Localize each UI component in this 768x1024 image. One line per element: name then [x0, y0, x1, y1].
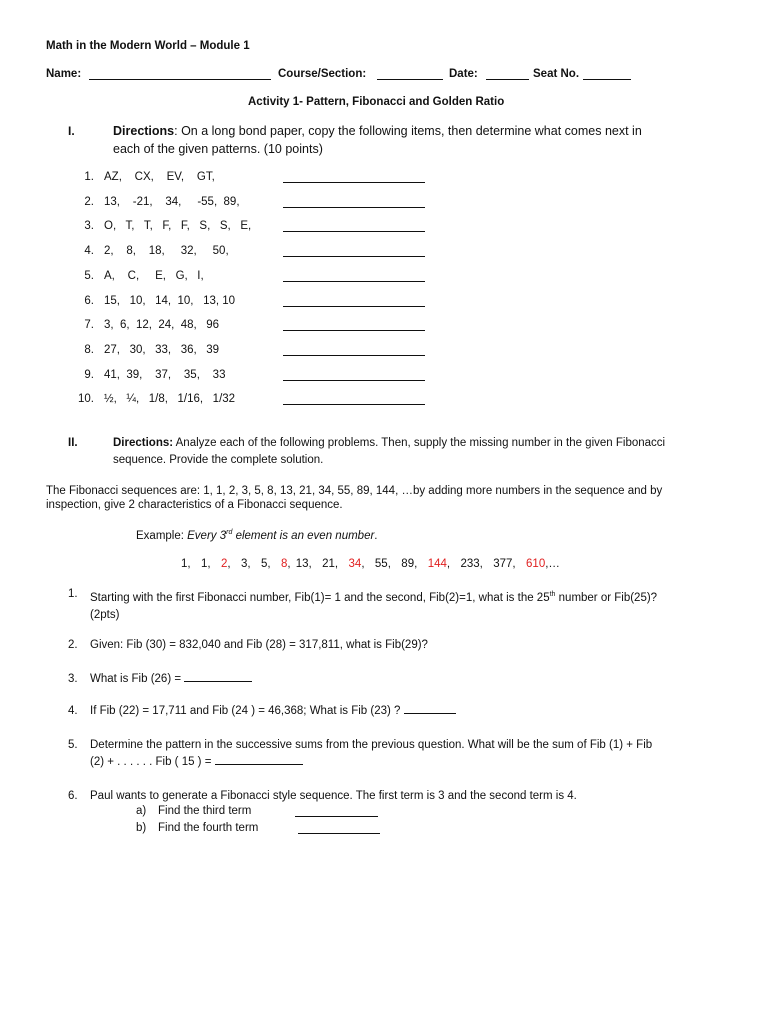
question-6b-text: Find the fourth term	[158, 822, 259, 834]
part-two-directions	[113, 437, 665, 449]
pattern-item-sequence: O, T, T, F, F, S, S, E,	[104, 220, 252, 233]
sequence-even-term: 8	[280, 558, 288, 570]
pattern-item-sequence: 13, -21, 34, -55, 89,	[104, 195, 240, 208]
question-4	[68, 703, 768, 720]
pattern-item-answer-blank	[283, 369, 425, 381]
sequence-term: 377,	[493, 558, 516, 570]
part-one-numeral: I.	[68, 124, 75, 138]
sequence-term: ,…	[545, 558, 560, 570]
part-two-numeral: II.	[68, 437, 78, 449]
sequence-term: 5,	[260, 558, 271, 570]
question-5-answer-blank	[215, 754, 303, 765]
example-text-pre: Every 3	[187, 529, 227, 542]
pattern-item-sequence: 41, 39, 37, 35, 33	[104, 368, 226, 381]
question-1-line2: (2pts)	[90, 608, 120, 621]
name-blank	[89, 69, 271, 80]
pattern-item-answer-blank	[283, 220, 425, 232]
example-text-post: element is an even number	[232, 529, 375, 542]
pattern-item-answer-blank	[283, 270, 425, 282]
seat-blank	[583, 69, 631, 80]
pattern-item-sequence: 15, 10, 14, 10, 13, 10	[104, 294, 236, 307]
part-one-directions-line2: each of the given patterns. (10 points)	[113, 142, 323, 156]
question-1-text	[90, 586, 657, 624]
sequence-term: 55,	[374, 558, 391, 570]
example-statement	[136, 529, 378, 542]
course-section-blank	[377, 69, 443, 80]
question-6-number: 6.	[68, 790, 78, 802]
question-1-superscript: th	[549, 591, 556, 598]
question-3-text: What is Fib (26) =	[90, 673, 185, 685]
sequence-term: 1,	[181, 558, 191, 570]
pattern-item-answer-blank	[283, 344, 425, 356]
question-6a-label: a)	[136, 805, 147, 817]
part-one-directions-label: Directions	[113, 124, 175, 138]
question-4-number: 4.	[68, 705, 78, 717]
sequence-term: 3,	[240, 558, 251, 570]
question-5	[68, 737, 768, 771]
pattern-item-sequence: A, C, E, G, I,	[104, 269, 204, 282]
question-5-line1: Determine the pattern in the successive sums from the previous question. What will be the sum of Fib (1) + Fib	[90, 739, 653, 751]
question-3-answer-blank	[184, 671, 252, 682]
sequence-term: 1,	[200, 558, 211, 570]
pattern-item-sequence: 27, 30, 33, 36, 39	[104, 343, 220, 356]
pattern-item-answer-blank	[283, 171, 425, 183]
question-5-number: 5.	[68, 739, 78, 751]
part-two-directions-label: Directions:	[113, 437, 174, 449]
sequence-term: ,	[446, 558, 451, 570]
pattern-item-number: 3.	[84, 220, 94, 233]
sequence-term: ,	[227, 558, 231, 570]
question-1	[68, 586, 768, 620]
question-2-number: 2.	[68, 639, 78, 651]
pattern-item-number: 6.	[84, 294, 94, 307]
pattern-item-sequence: ½, ¼, 1/8, 1/16, 1/32	[104, 393, 236, 406]
question-1-number: 1.	[68, 588, 78, 600]
seat-label: Seat No.	[533, 68, 580, 80]
question-5-line2: (2) + . . . . . . Fib ( 15 ) =	[90, 756, 215, 768]
question-3	[68, 671, 768, 688]
part-one-directions-line1: : On a long bond paper, copy the following items, then determine what comes next in	[174, 124, 642, 138]
question-6-text: Paul wants to generate a Fibonacci style sequence. The first term is 3 and the second term is 4.	[90, 790, 577, 802]
question-2	[68, 637, 768, 654]
activity-title: Activity 1- Pattern, Fibonacci and Golden Ratio	[248, 96, 505, 108]
date-label: Date:	[449, 68, 478, 80]
sequence-term: 233,	[460, 558, 483, 570]
question-1-line1-pre: Starting with the first Fibonacci number, Fib(1)= 1 and the second, Fib(2)=1, what is the 25	[90, 591, 550, 604]
example-period: .	[374, 529, 378, 542]
sequence-term: 21,	[322, 558, 339, 570]
question-1-line1-post: number or Fib(25)?	[555, 591, 658, 604]
pattern-item-sequence: AZ, CX, EV, GT,	[104, 171, 215, 183]
pattern-item-answer-blank	[283, 245, 425, 257]
sequence-term: , 13,	[287, 558, 312, 570]
pattern-item-number: 8.	[84, 343, 94, 356]
fibonacci-sequence	[181, 558, 560, 570]
course-section-label: Course/Section:	[278, 68, 367, 80]
pattern-item-number: 5.	[84, 269, 94, 282]
sequence-even-term: 34	[348, 558, 362, 570]
question-6a-answer-blank	[295, 806, 378, 817]
question-3-number: 3.	[68, 673, 78, 685]
pattern-item-number: 9.	[84, 368, 94, 381]
sequence-even-term: 2	[220, 558, 228, 570]
pattern-item-sequence: 3, 6, 12, 24, 48, 96	[104, 319, 220, 332]
name-label: Name:	[46, 68, 82, 80]
question-6a-text: Find the third term	[158, 805, 252, 817]
fibonacci-intro-line2: inspection, give 2 characteristics of a Fibonacci sequence.	[46, 499, 343, 511]
module-title: Math in the Modern World – Module 1	[46, 40, 250, 52]
question-4-text: If Fib (22) = 17,711 and Fib (24 ) = 46,368; What is Fib (23) ?	[90, 705, 404, 717]
pattern-item-number: 1.	[84, 171, 94, 183]
sequence-term: ,	[361, 558, 365, 570]
example-superscript: rd	[226, 529, 233, 536]
pattern-item-answer-blank	[283, 295, 425, 307]
part-one-directions	[113, 124, 642, 138]
pattern-item-sequence: 2, 8, 18, 32, 50,	[104, 245, 229, 258]
question-2-text: Given: Fib (30) = 832,040 and Fib (28) = 317,811, what is Fib(29)?	[90, 639, 428, 651]
date-blank	[486, 69, 529, 80]
pattern-item-number: 7.	[84, 319, 94, 332]
question-6	[68, 788, 768, 805]
pattern-item-answer-blank	[283, 393, 425, 405]
part-two-directions-line2: sequence. Provide the complete solution.	[113, 454, 324, 466]
pattern-item-number: 10.	[78, 393, 94, 406]
pattern-item-answer-blank	[283, 196, 425, 208]
question-6b-label: b)	[136, 822, 147, 834]
question-6b-answer-blank	[298, 823, 380, 834]
pattern-item-number: 4.	[84, 245, 94, 258]
sequence-even-term: 610	[526, 558, 546, 570]
pattern-item-answer-blank	[283, 319, 425, 331]
fibonacci-intro-line1: The Fibonacci sequences are: 1, 1, 2, 3, 5, 8, 13, 21, 34, 55, 89, 144, …by adding more numbers in the sequence and by	[46, 485, 663, 497]
question-4-answer-blank	[404, 703, 456, 714]
part-two-directions-line1: Analyze each of the following problems. Then, supply the missing number in the given Fibonacci	[173, 437, 666, 449]
pattern-item-number: 2.	[84, 195, 94, 208]
sequence-even-term: 144	[427, 558, 447, 570]
example-label: Example:	[136, 529, 188, 542]
sequence-term: 89,	[401, 558, 418, 570]
